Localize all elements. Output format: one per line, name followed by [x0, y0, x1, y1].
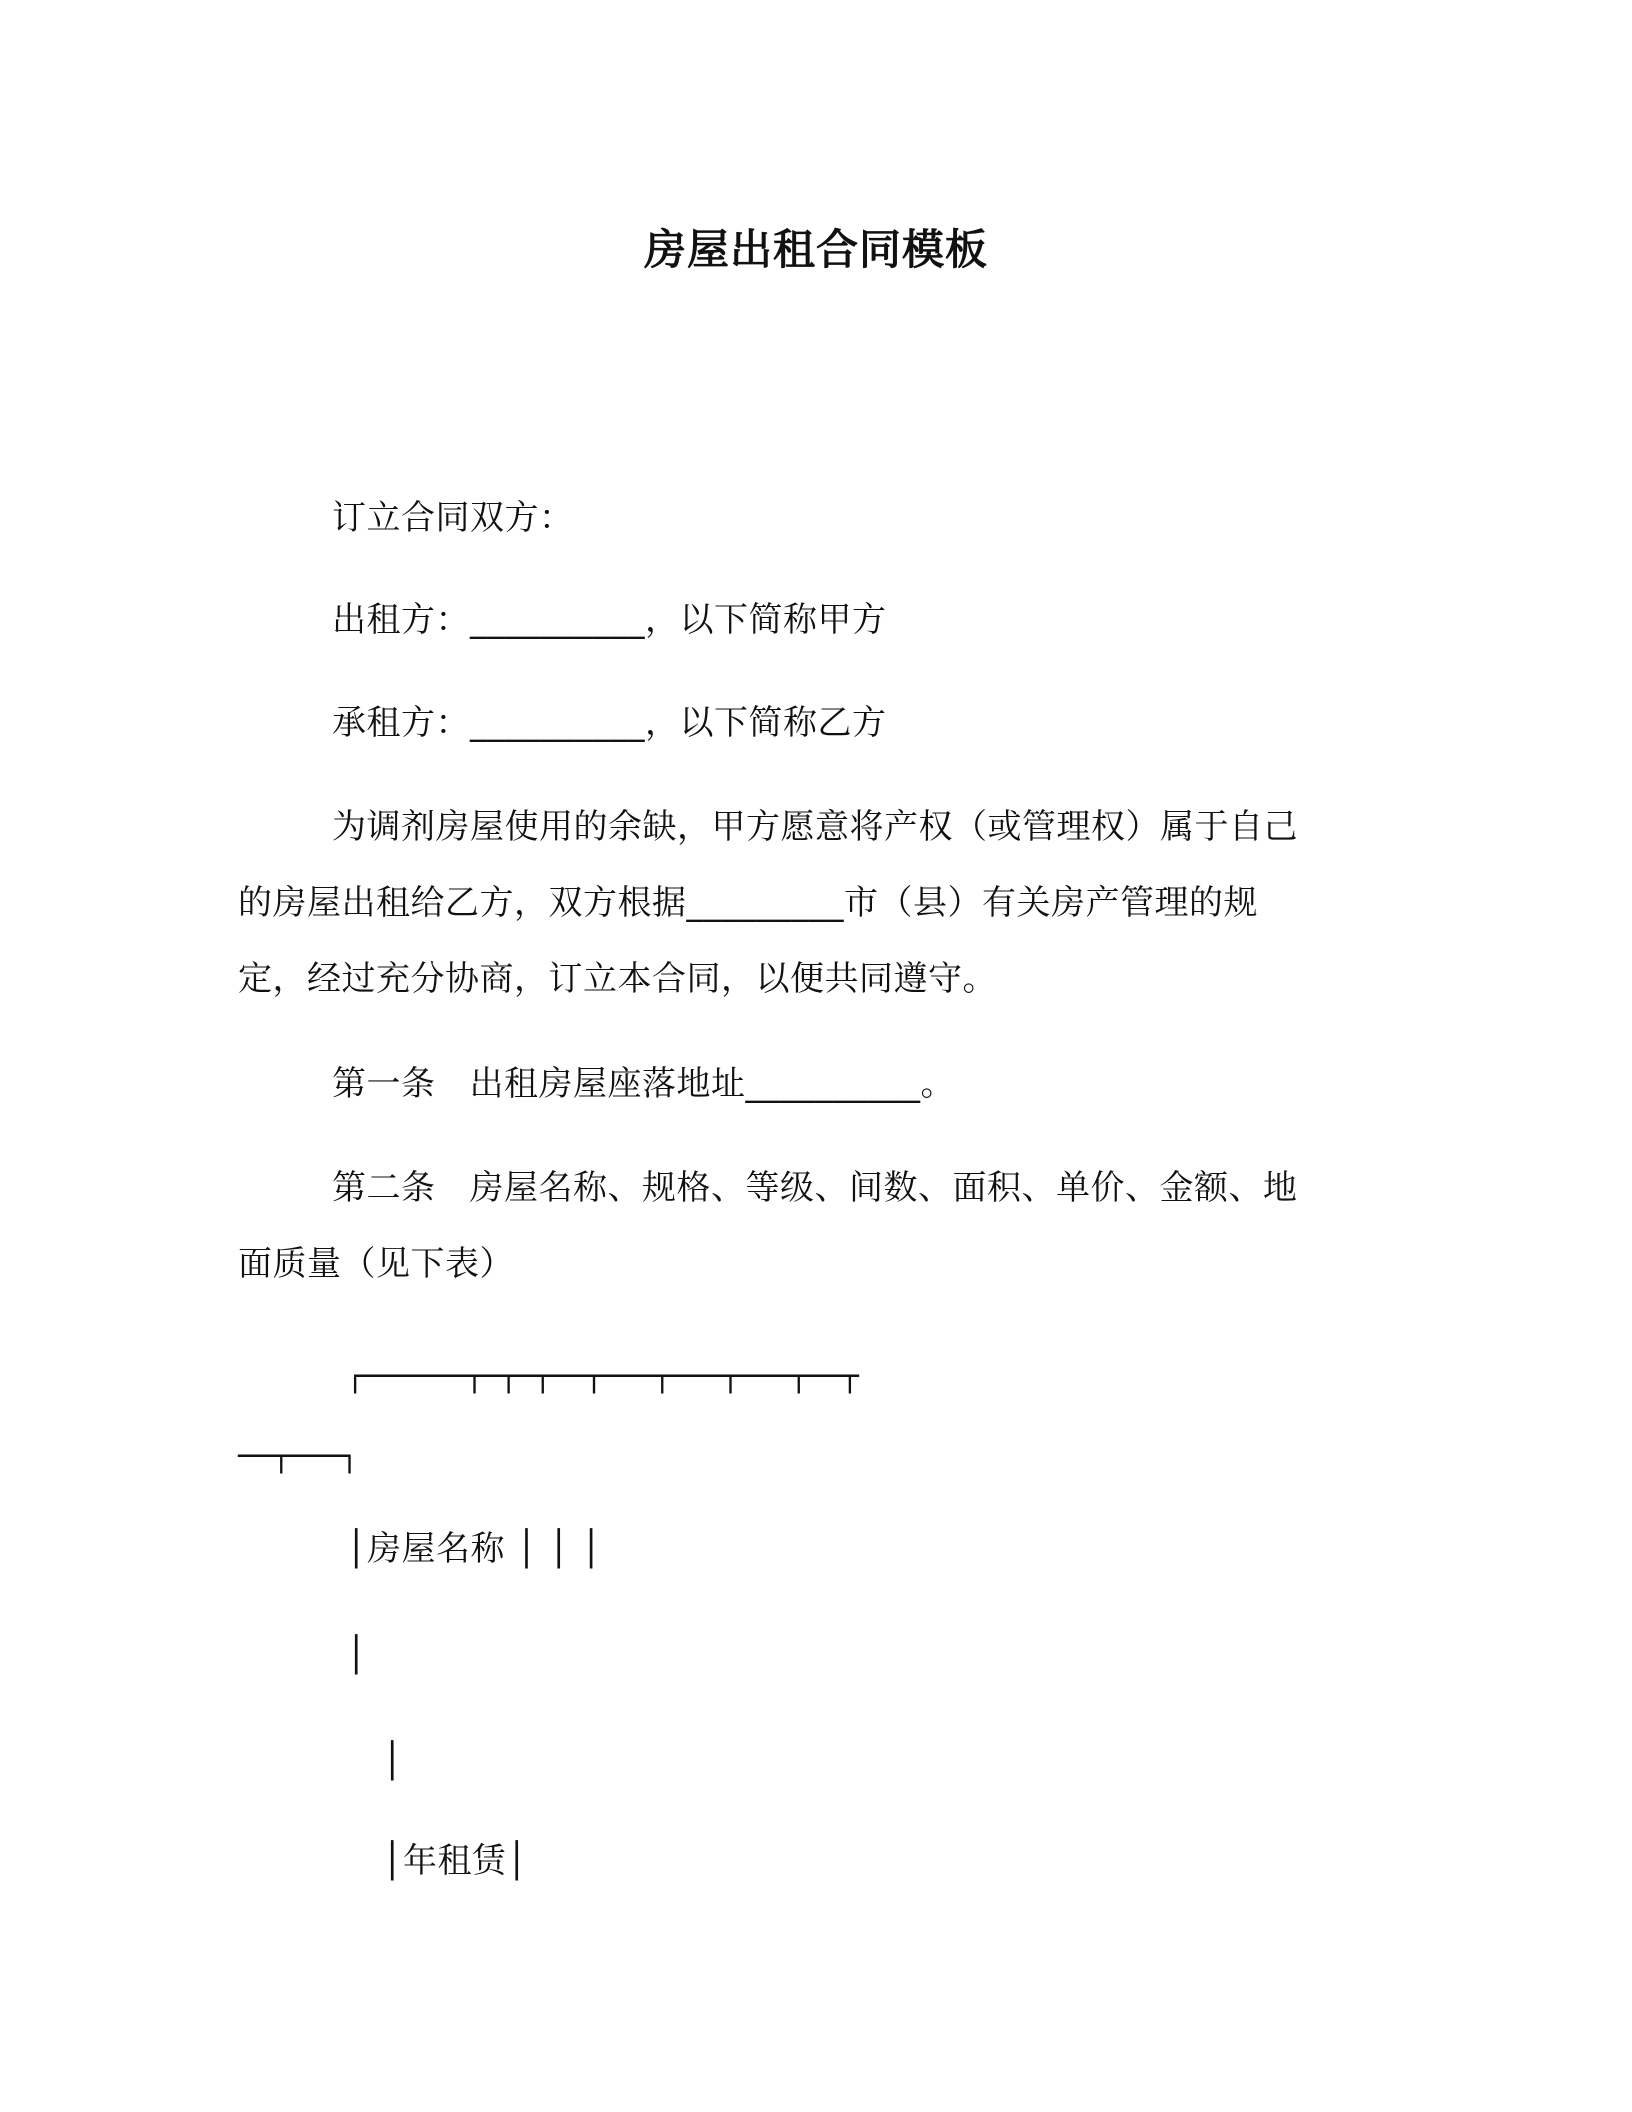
intro-paragraph-line-3: 定，经过充分协商，订立本合同，以便共同遵守。: [238, 959, 997, 999]
article-2: [332, 1165, 1298, 1211]
lessor-line: 出租方：__________，以下简称甲方: [332, 600, 887, 640]
article-1-text: 出租房屋座落地址__________。: [469, 1064, 955, 1104]
article-2-text-line-1: 房屋名称、规格、等级、间数、面积、单价、金额、地: [469, 1168, 1298, 1208]
intro-paragraph-line-1: 为调剂房屋使用的余缺，甲方愿意将产权（或管理权）属于自己: [332, 807, 1298, 847]
table-top-border-line-1: ┌──────┬─┬─┬──┬───┬───┬───┬──┬: [346, 1359, 858, 1394]
table-row-annual-rent: │年租赁│: [382, 1841, 528, 1881]
parties-heading: 订立合同双方：: [332, 498, 574, 538]
table-row-bar-1: │: [346, 1635, 367, 1675]
article-1: [332, 1061, 955, 1107]
intro-paragraph-line-2: 的房屋出租给乙方，双方根据_________市（县）有关房产管理的规: [238, 883, 1258, 923]
table-row-house-name: │房屋名称 │ │ │: [346, 1529, 602, 1569]
table-row-bar-2: │: [382, 1741, 403, 1781]
article-2-label: 第二条: [332, 1168, 436, 1208]
lessee-line: 承租方：__________，以下简称乙方: [332, 703, 887, 743]
table-top-border-line-2: ──┬───┐: [238, 1439, 358, 1474]
article-1-label: 第一条: [332, 1064, 436, 1104]
article-2-text-line-2: 面质量（见下表）: [238, 1244, 514, 1284]
document-title: 房屋出租合同模板: [643, 225, 988, 274]
